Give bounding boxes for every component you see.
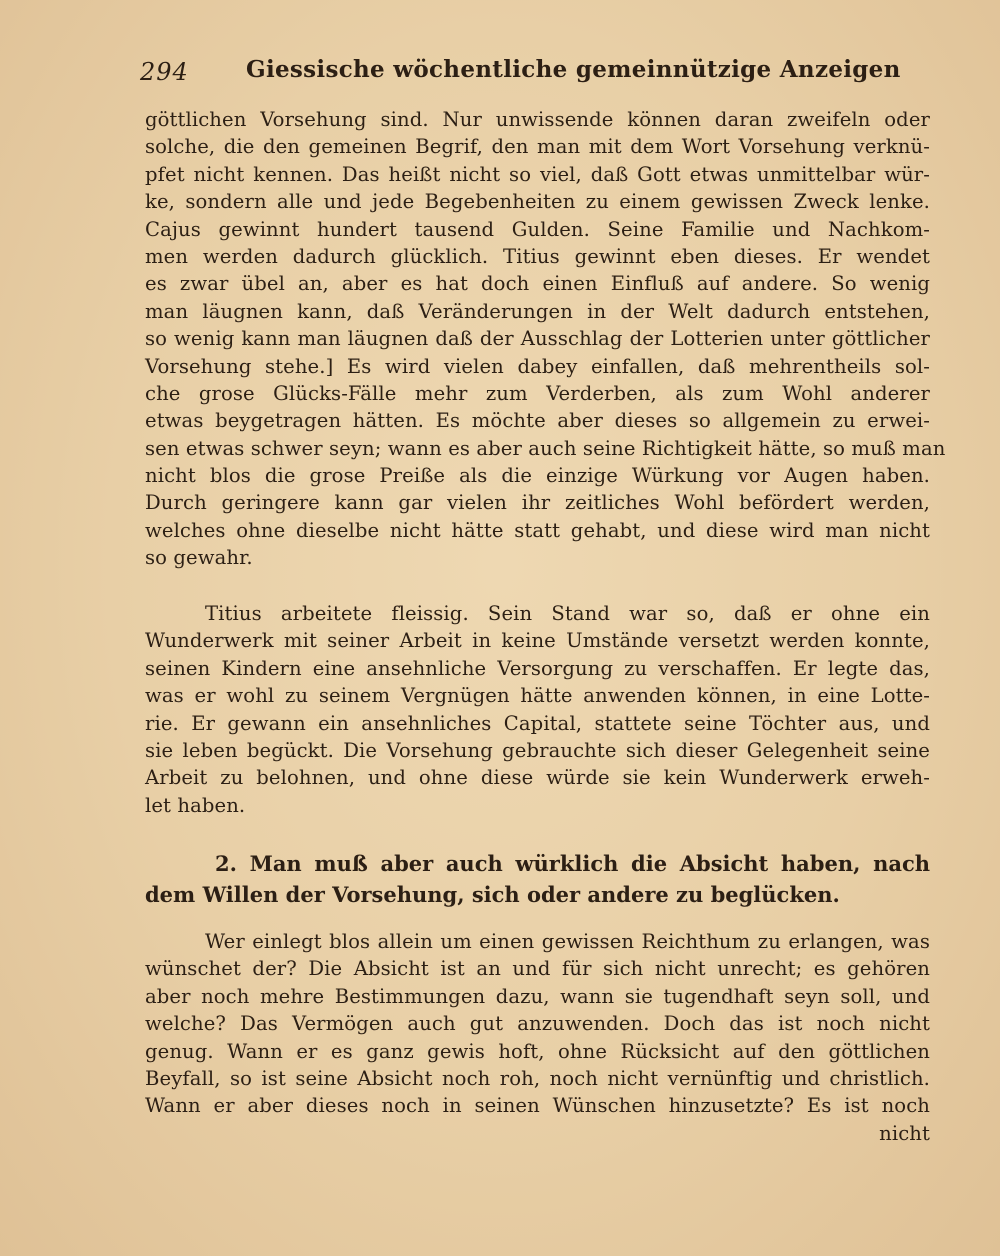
running-title: Giessische wöchentliche gemeinnützige Anzeigen: [246, 56, 901, 83]
text-line: wünschet der? Die Absicht ist an und für sich nicht unrecht; es gehören: [145, 957, 930, 981]
text-line: sen etwas schwer seyn; wann es aber auch seine Richtigkeit hätte, so muß man: [145, 436, 946, 460]
text-line: sie leben begückt. Die Vorsehung gebrauchte sich dieser Gelegenheit seine: [145, 738, 930, 762]
text-line: so wenig kann man läugnen daß der Ausschlag der Lotterien unter göttlicher: [145, 327, 930, 351]
text-line: seinen Kindern eine ansehnliche Versorgung zu verschaffen. Er legte das,: [145, 656, 930, 680]
text-line: men werden dadurch glücklich. Titius gewinnt eben dieses. Er wendet: [145, 244, 930, 268]
text-line: pfet nicht kennen. Das heißt nicht so viel, daß Gott etwas unmittelbar wür-: [145, 162, 930, 186]
text-line: etwas beygetragen hätten. Es möchte aber dieses so allgemein zu erwei-: [145, 409, 930, 433]
text-line: so gewahr.: [145, 546, 253, 570]
text-line: es zwar übel an, aber es hat doch einen Einfluß auf andere. So wenig: [145, 272, 930, 296]
text-line: Wann er aber dieses noch in seinen Wünschen hinzusetzte? Es ist noch: [145, 1094, 930, 1118]
text-line: Wer einlegt blos allein um einen gewissen Reichthum zu erlangen, was: [205, 930, 930, 953]
heading-line: dem Willen der Vorsehung, sich oder andere zu beglücken.: [145, 882, 840, 907]
text-line: Durch geringere kann gar vielen ihr zeitliches Wohl befördert werden,: [145, 491, 930, 515]
text-line: Wunderwerk mit seiner Arbeit in keine Umstände versetzt werden konnte,: [145, 629, 930, 653]
text-line: Titius arbeitete fleissig. Sein Stand war so, daß er ohne ein: [205, 602, 930, 625]
text-line: rie. Er gewann ein ansehnliches Capital, stattete seine Töchter aus, und: [145, 711, 930, 735]
text-line: che grose Glücks-Fälle mehr zum Verderben, als zum Wohl anderer: [145, 381, 930, 405]
text-line: aber noch mehre Bestimmungen dazu, wann sie tugendhaft seyn soll, und: [145, 984, 930, 1008]
paragraph-3: [145, 928, 930, 1147]
text-line: welche? Das Vermögen auch gut anzuwenden. Doch das ist noch nicht: [145, 1012, 930, 1036]
page-header: [140, 52, 920, 92]
text-line: Vorsehung stehe.] Es wird vielen dabey einfallen, daß mehrentheils sol-: [145, 354, 930, 378]
text-line: was er wohl zu seinem Vergnügen hätte anwenden können, in eine Lotte-: [145, 684, 930, 708]
text-line: göttlichen Vorsehung sind. Nur unwissende können daran zweifeln oder: [145, 108, 930, 131]
text-line: Beyfall, so ist seine Absicht noch roh, noch nicht vernünftig und christlich.: [145, 1066, 930, 1090]
section-heading: [145, 848, 930, 910]
text-line: welches ohne dieselbe nicht hätte statt gehabt, und diese wird man nicht: [145, 518, 930, 542]
catchword: nicht: [879, 1121, 930, 1145]
page-number: 294: [140, 58, 189, 86]
text-line: ke, sondern alle und jede Begebenheiten zu einem gewissen Zweck lenke.: [145, 190, 930, 214]
paragraph-2: [145, 600, 930, 819]
text-line: nicht blos die grose Preiße als die einzige Würkung vor Augen haben.: [145, 464, 930, 488]
text-line: let haben.: [145, 793, 246, 817]
paragraph-1: [145, 106, 946, 572]
heading-line: 2. Man muß aber auch würklich die Absicht haben, nach: [215, 851, 930, 876]
text-line: solche, die den gemeinen Begrif, den man mit dem Wort Vorsehung verknü-: [145, 135, 930, 159]
text-line: Cajus gewinnt hundert tausend Gulden. Seine Familie und Nachkom-: [145, 217, 930, 241]
text-line: genug. Wann er es ganz gewis hoft, ohne Rücksicht auf den göttlichen: [145, 1039, 930, 1063]
text-line: man läugnen kann, daß Veränderungen in der Welt dadurch entstehen,: [145, 299, 930, 323]
text-line: Arbeit zu belohnen, und ohne diese würde sie kein Wunderwerk erweh-: [145, 766, 930, 790]
